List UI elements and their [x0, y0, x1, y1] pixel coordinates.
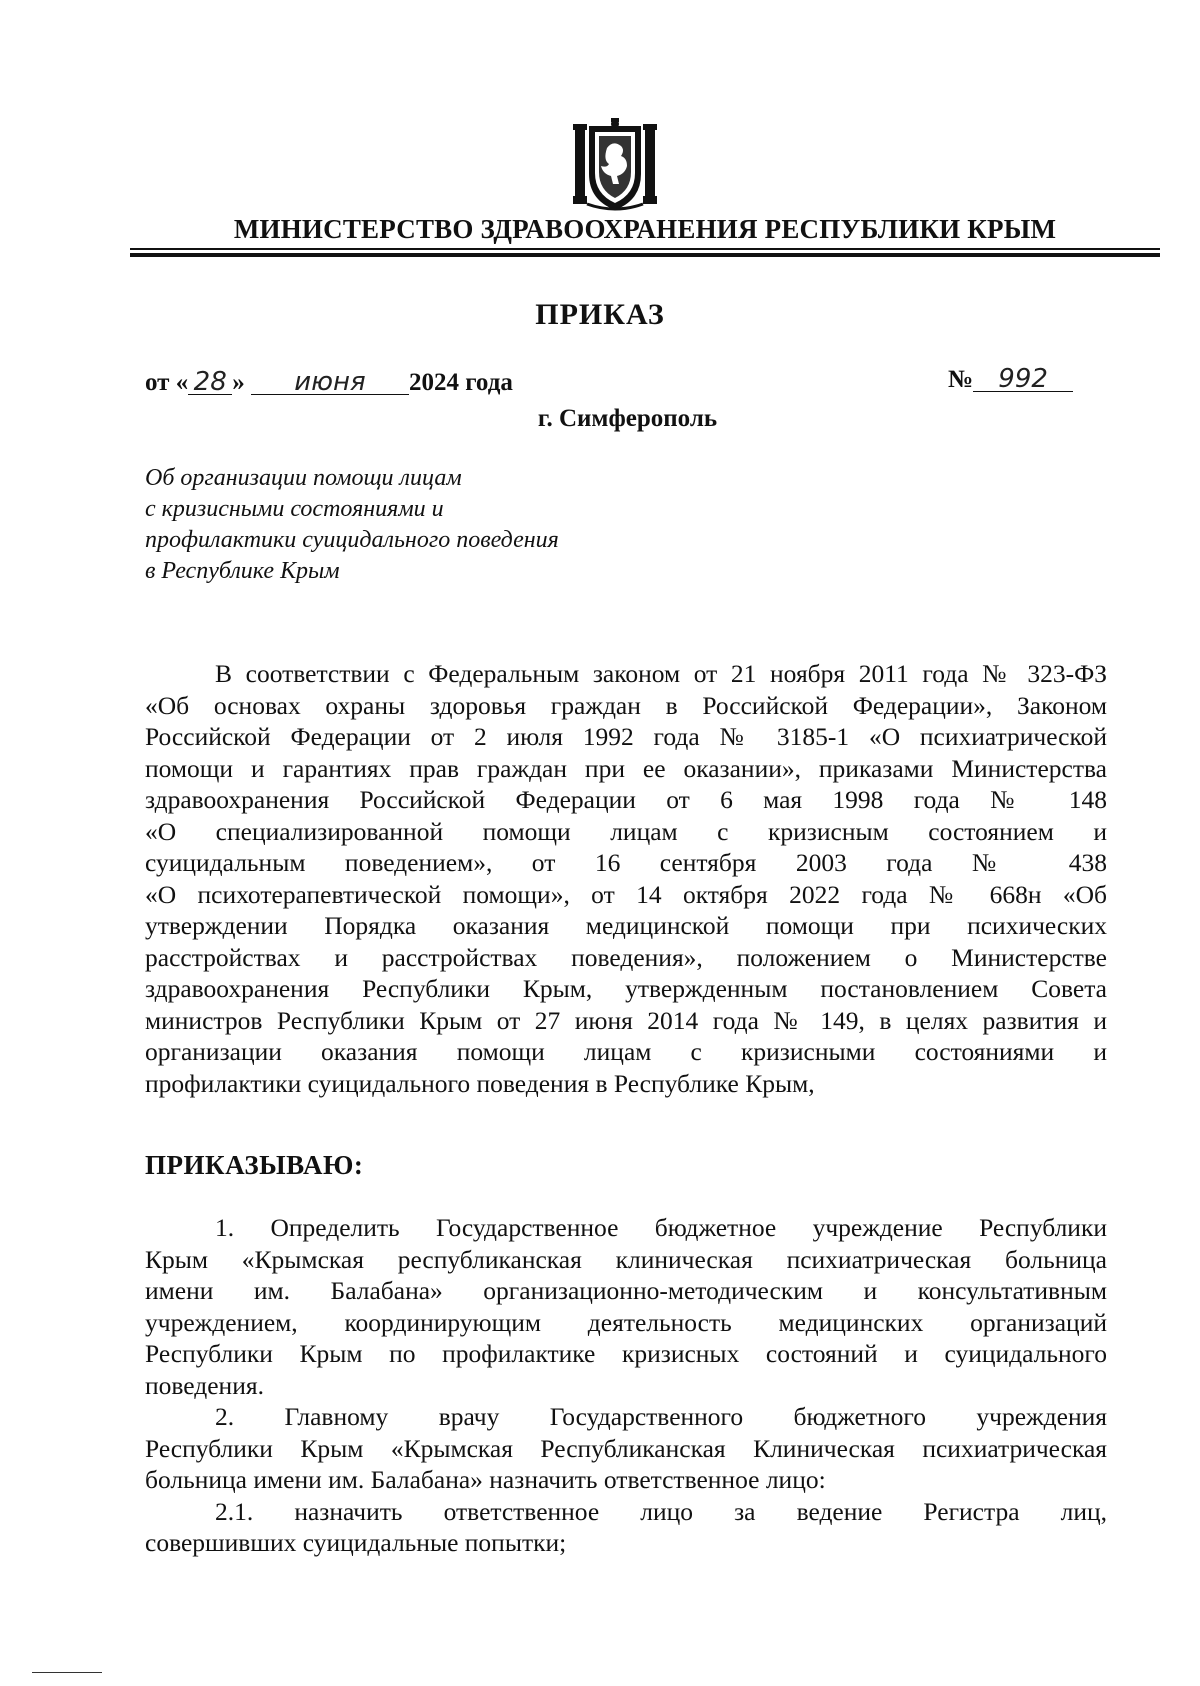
document-subject: [145, 463, 559, 587]
header-rule-thin: [130, 248, 1160, 250]
item-line: имени им. Балабана» организационно-методическим и консультативным: [145, 1276, 1107, 1305]
number-label: №: [948, 366, 974, 393]
preamble-line: организации оказания помощи лицам с кризисными состояниями и: [145, 1037, 1107, 1066]
item-line: 2.1. назначить ответственное лицо за ведение Регистра лиц,: [215, 1496, 1107, 1526]
document-city: г. Симферополь: [537, 405, 718, 432]
preamble-line: здравоохранения Российской Федерации от 6 мая 1998 года № 148: [145, 785, 1107, 814]
item-line: Республики Крым по профилактике кризисных состояний и суицидального: [145, 1339, 1107, 1368]
document-number: [948, 366, 1073, 394]
footnote-rule: [32, 1672, 102, 1673]
subject-line: в Республике Крым: [145, 558, 340, 584]
preamble-line: В соответствии с Федеральным законом от 21 ноября 2011 года № 323-ФЗ: [215, 659, 1107, 688]
item-line: Республики Крым «Крымская Республиканская Клиническая психиатрическая: [145, 1433, 1107, 1463]
subject-line: с кризисными состояниями и: [145, 496, 444, 522]
item-line: поведения.: [145, 1370, 264, 1400]
number-value: 992: [973, 367, 1073, 392]
preamble-line: Российской Федерации от 2 июля 1992 года № 3185-1 «О психиатрической: [145, 722, 1107, 751]
document-date: [145, 369, 513, 397]
order-items: [145, 1212, 1107, 1559]
preamble-line: профилактики суицидального поведения в Республике Крым,: [145, 1068, 815, 1098]
order-word: ПРИКАЗЫВАЮ:: [145, 1150, 364, 1180]
item-line: Крым «Крымская республиканская клиническая психиатрическая больница: [145, 1244, 1107, 1274]
preamble-line: суицидальным поведением», от 16 сентября 2003 года № 438: [145, 848, 1107, 877]
preamble-line: министров Республики Крым от 27 июня 2014 года № 149, в целях развития и: [145, 1005, 1107, 1035]
preamble: [145, 658, 1107, 1099]
date-prefix: от «: [145, 369, 189, 396]
date-mid: »: [232, 369, 245, 396]
preamble-line: здравоохранения Республики Крым, утвержденным постановлением Совета: [145, 974, 1107, 1003]
preamble-line: помощи и гарантиях прав граждан при ее оказании», приказами Министерства: [145, 753, 1107, 783]
preamble-line: «О психотерапевтической помощи», от 14 октября 2022 года № 668н «Об: [145, 879, 1107, 909]
item-line: совершивших суицидальные попытки;: [145, 1528, 567, 1557]
preamble-line: утверждении Порядка оказания медицинской помощи при психических: [145, 911, 1107, 940]
crimea-coat-of-arms-icon: [573, 118, 657, 214]
subject-line: Об организации помощи лицам: [145, 465, 462, 491]
document-type: ПРИКАЗ: [535, 298, 665, 331]
subject-line: профилактики суицидального поведения: [145, 527, 559, 553]
item-line: учреждением, координирующим деятельность медицинских организаций: [145, 1307, 1107, 1337]
header-rule-thick: [130, 253, 1160, 257]
date-suffix: 2024 года: [408, 369, 513, 396]
date-month: июня: [251, 370, 409, 395]
item-line: больница имени им. Балабана» назначить ответственное лицо:: [145, 1465, 826, 1494]
date-day: 28: [188, 370, 232, 395]
preamble-line: «Об основах охраны здоровья граждан в Российской Федерации», Законом: [145, 690, 1107, 720]
ministry-name: МИНИСТЕРСТВО ЗДРАВООХРАНЕНИЯ РЕСПУБЛИКИ КРЫМ: [233, 214, 1057, 244]
preamble-line: расстройствах и расстройствах поведения», положением о Министерстве: [145, 942, 1107, 972]
item-line: 1. Определить Государственное бюджетное учреждение Республики: [215, 1213, 1107, 1242]
item-line: 2. Главному врачу Государственного бюджетного учреждения: [215, 1402, 1107, 1431]
preamble-line: «О специализированной помощи лицам с кризисным состоянием и: [145, 816, 1107, 846]
